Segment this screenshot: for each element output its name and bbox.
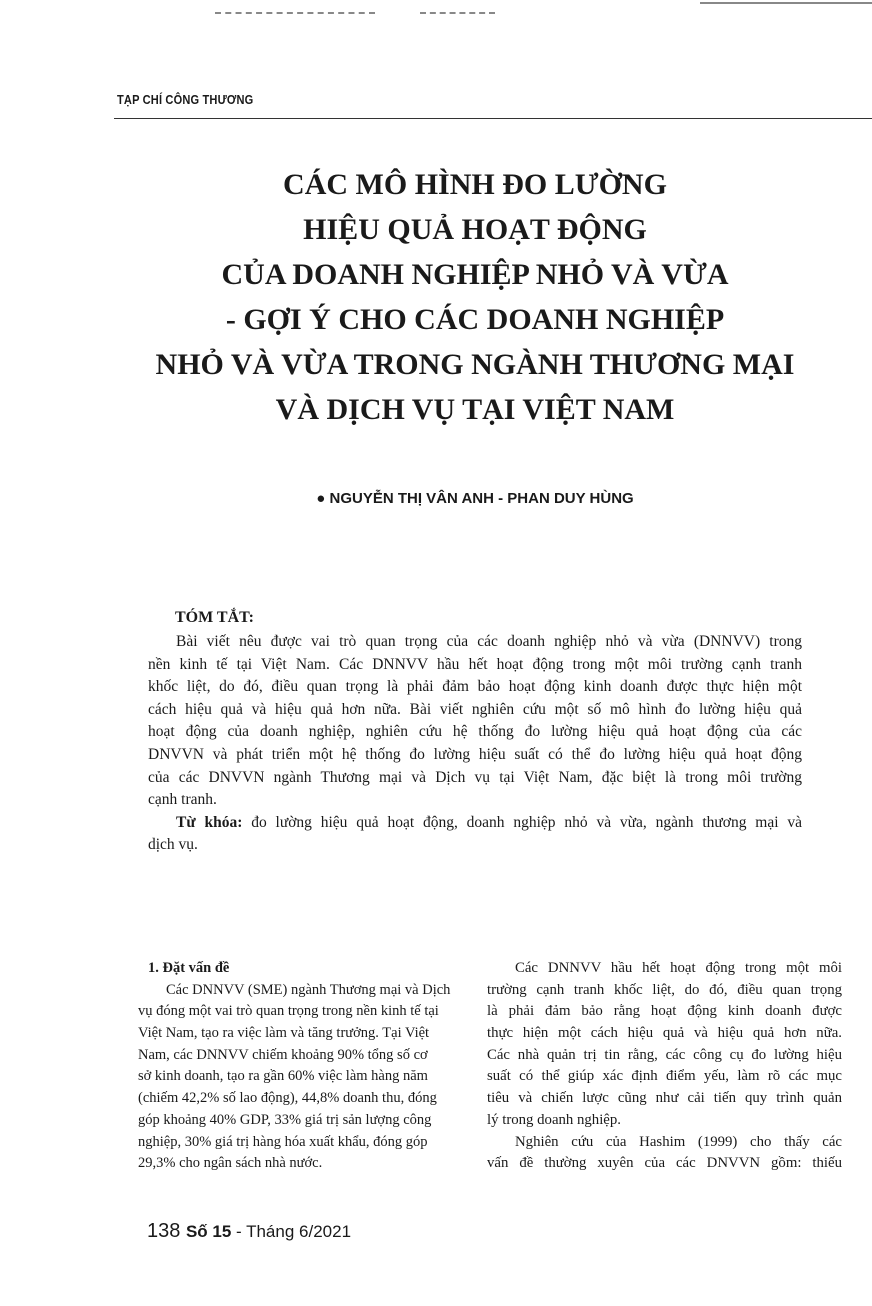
abstract-line: nền kinh tế tại Việt Nam. Các DNNVV hầu hết hoạt động trong một môi trường cạnh tranh bbox=[148, 655, 802, 673]
abstract-line: hoạt động của doanh nghiệp, nghiên cứu hệ thống đo lường hiệu quả hoạt động của các bbox=[148, 723, 802, 741]
abstract-line: khốc liệt, do đó, điều quan trọng là phải đảm bảo hoạt động kinh doanh được thực hiện một bbox=[148, 678, 802, 696]
body-line: 29,3% cho ngân sách nhà nước. bbox=[138, 1155, 323, 1172]
abstract-heading: TÓM TẮT: bbox=[175, 609, 254, 626]
authors: ● NGUYỄN THỊ VÂN ANH - PHAN DUY HÙNG bbox=[316, 490, 634, 507]
left-column bbox=[138, 958, 451, 1175]
body-line: Việt Nam, tạo ra việc làm và tăng trưởng. Tại Việt bbox=[138, 1025, 430, 1042]
body-line: vụ đóng một vai trò quan trọng trong nền kinh tế tại bbox=[138, 1003, 439, 1020]
abstract-line: cạnh tranh. bbox=[148, 791, 217, 809]
keywords-line: dịch vụ. bbox=[148, 836, 198, 854]
body-line: trường cạnh tranh khốc liệt, do đó, điều quan trọng bbox=[487, 981, 842, 998]
title-line: CÁC MÔ HÌNH ĐO LƯỜNG bbox=[283, 168, 667, 201]
body-line: thực hiện một cách hiệu quả và hiệu quả hơn nữa. bbox=[487, 1025, 842, 1042]
body-line: (chiếm 42,2% số lao động), 44,8% doanh thu, đóng bbox=[138, 1090, 437, 1107]
keywords-text: đo lường hiệu quả hoạt động, doanh nghiệp nhỏ và vừa, ngành thương mại và bbox=[242, 813, 802, 831]
body-line: Các nhà quản trị tin rằng, các công cụ đo lường hiệu bbox=[487, 1046, 842, 1063]
body-line: Các DNNVV hầu hết hoạt động trong một môi bbox=[515, 960, 842, 976]
body-line: là phải đảm bảo rằng hoạt động kinh doanh được bbox=[487, 1003, 842, 1020]
issue-date: - Tháng 6/2021 bbox=[231, 1222, 352, 1241]
keywords-line bbox=[148, 812, 802, 835]
body-line: suất có thể giúp xác định điểm yếu, làm rõ các mục bbox=[487, 1068, 842, 1085]
body-line: vấn đề thường xuyên của các DNVVN gồm: thiếu bbox=[487, 1155, 842, 1172]
top-dash-decoration bbox=[215, 12, 375, 14]
journal-name: TẠP CHÍ CÔNG THƯƠNG bbox=[117, 92, 254, 107]
title-line: VÀ DỊCH VỤ TẠI VIỆT NAM bbox=[275, 393, 675, 426]
right-column bbox=[487, 958, 842, 1175]
issue-number: Số 15 bbox=[185, 1222, 232, 1241]
abstract-line: DNVVN và phát triển một hệ thống đo lường hiệu suất có thể đo lường hiệu quả hoạt động bbox=[148, 745, 802, 763]
body-line: góp khoảng 40% GDP, 33% giá trị sản lượng công bbox=[138, 1111, 432, 1128]
body-line: sở kinh doanh, tạo ra gần 60% việc làm hàng năm bbox=[138, 1068, 428, 1085]
title-line: NHỎ VÀ VỪA TRONG NGÀNH THƯƠNG MẠI bbox=[155, 348, 795, 381]
keywords-label: Từ khóa: bbox=[176, 813, 243, 831]
abstract-line: của các DNVVN ngành Thương mại và Dịch vụ tại Việt Nam, đặc biệt là trong môi trường bbox=[148, 768, 802, 786]
title-line: HIỆU QUẢ HOẠT ĐỘNG bbox=[303, 213, 647, 246]
top-rule-decoration bbox=[700, 2, 872, 4]
body-line: Các DNNVV (SME) ngành Thương mại và Dịch bbox=[166, 981, 451, 998]
body-line: lý trong doanh nghiệp. bbox=[487, 1111, 621, 1128]
abstract-line: Bài viết nêu được vai trò quan trọng của các doanh nghiệp nhỏ và vừa (DNNVV) trong bbox=[176, 633, 802, 650]
article-title bbox=[100, 162, 850, 432]
body-line: Nghiên cứu của Hashim (1999) cho thấy các bbox=[515, 1133, 842, 1150]
title-line: - GỢI Ý CHO CÁC DOANH NGHIỆP bbox=[225, 303, 725, 336]
title-line: CỦA DOANH NGHIỆP NHỎ VÀ VỪA bbox=[221, 258, 729, 291]
body-line: Nam, các DNNVV chiếm khoảng 90% tổng số cơ bbox=[138, 1046, 428, 1063]
section-heading: 1. Đặt vấn đề bbox=[148, 960, 230, 976]
abstract-line: cách hiệu quả và hiệu quả hơn nữa. Bài viết nghiên cứu một số mô hình đo lường hiệu quả bbox=[148, 700, 802, 718]
header-rule bbox=[114, 118, 872, 119]
abstract-body bbox=[148, 631, 802, 857]
page-footer bbox=[147, 1220, 351, 1243]
page-number: 138 bbox=[147, 1220, 181, 1242]
body-line: nghiệp, 30% giá trị hàng hóa xuất khẩu, đóng góp bbox=[138, 1133, 428, 1150]
body-line: tiêu và chiến lược cũng như cải tiến quy trình quản bbox=[487, 1090, 842, 1107]
top-dash-decoration bbox=[420, 12, 495, 14]
